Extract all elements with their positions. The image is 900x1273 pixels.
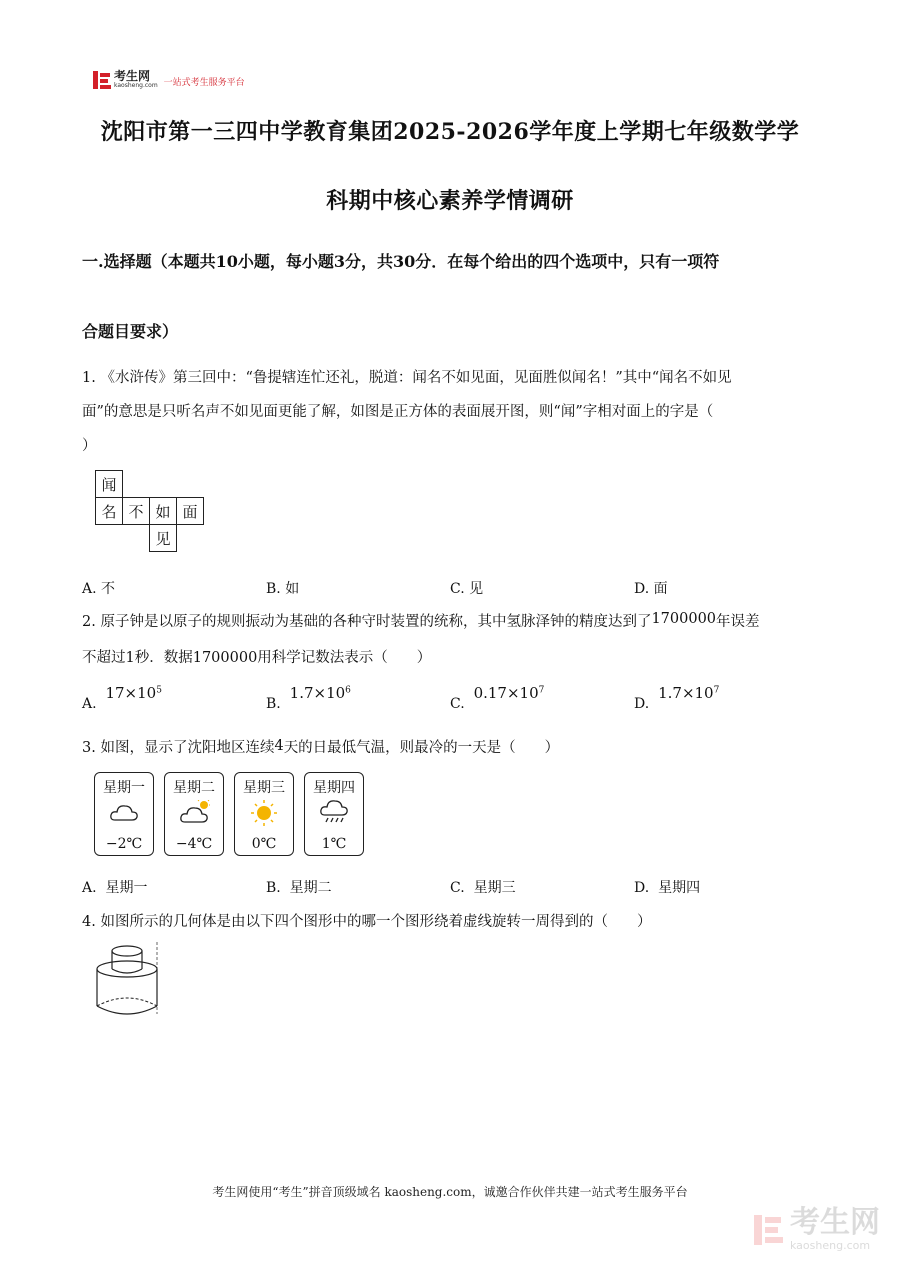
weather-temp: 1℃ — [321, 836, 347, 852]
q1-option-a[interactable]: A. 不 — [82, 581, 116, 597]
net-cell: 名 — [96, 498, 123, 525]
kaosheng-watermark-icon — [754, 1215, 784, 1245]
page-title-line2: 科期中核心素养学情调研 — [326, 188, 574, 214]
weather-day: 星期四 — [313, 780, 355, 796]
solid-of-revolution-figure — [90, 940, 165, 1016]
page-title-line1: 沈阳市第一三四中学教育集团2025-2026学年度上学期七年级数学学 — [100, 119, 800, 145]
cube-net-figure — [95, 470, 204, 552]
q1-option-b[interactable]: B. 如 — [266, 581, 300, 597]
weather-day: 星期二 — [173, 780, 215, 796]
section-heading-line1: 一.选择题（本题共10小题，每小题3分，共30分．在每个给出的四个选项中，只有一项符 — [82, 252, 720, 271]
kaosheng-watermark — [754, 1207, 880, 1252]
watermark-name: 考生网 — [790, 1205, 880, 1240]
q3-option-d[interactable]: D. 星期四 — [634, 880, 701, 896]
logo-name: 考生网 — [114, 69, 151, 83]
section-heading-line2: 合题目要求） — [82, 322, 179, 341]
weather-day: 星期一 — [103, 780, 145, 796]
q2-option-b[interactable]: B. $1.7\times 10^6$ — [266, 684, 351, 712]
q2-option-c[interactable]: C. $0.17\times 10^7$ — [450, 684, 545, 712]
q1-option-d[interactable]: D. 面 — [634, 581, 668, 597]
weather-day: 星期三 — [243, 780, 285, 796]
q3-stem: 3. 如图，显示了沈阳地区连续4天的日最低气温，则最冷的一天是（ ） — [82, 738, 560, 756]
weather-card-thursday — [304, 772, 364, 856]
q3-option-a[interactable]: A. 星期一 — [82, 880, 148, 896]
q3-option-b[interactable]: B. 星期二 — [266, 880, 332, 896]
q1-option-c[interactable]: C. 见 — [450, 581, 484, 597]
q2-option-d[interactable]: D. $1.7\times 10^7$ — [634, 684, 720, 712]
q2-option-a[interactable]: A. $17\times 10^5$ — [82, 684, 162, 712]
logo-slogan: 一站式考生服务平台 — [163, 78, 245, 88]
weather-temp: 0℃ — [251, 836, 277, 852]
net-cell: 不 — [123, 498, 150, 525]
sun-icon — [248, 800, 280, 826]
weather-temp: −4℃ — [175, 836, 213, 852]
q1-stem-line3: ） — [82, 438, 97, 454]
weather-temp: −2℃ — [105, 836, 143, 852]
q1-stem-line1: 1. 《水浒传》第三回中：“鲁提辖连忙还礼，脱道：闻名不如见面，见面胜似闻名！”其中“闻名不如见 — [82, 370, 732, 386]
net-cell: 面 — [177, 498, 204, 525]
cloud-icon — [108, 800, 140, 826]
kaosheng-logo-icon — [93, 71, 111, 89]
net-cell: 见 — [150, 525, 177, 552]
weather-card-wednesday — [234, 772, 294, 856]
partly-sunny-icon — [178, 800, 210, 826]
kaosheng-logo[interactable] — [93, 70, 245, 89]
weather-card-tuesday — [164, 772, 224, 856]
logo-domain: kaosheng.com — [114, 82, 158, 89]
footer-text: 考生网使用“考生”拼音顶级域名 kaosheng.com，诚邀合作伙伴共建一站式考生服务平台 — [212, 1185, 688, 1199]
q3-option-c[interactable]: C. 星期三 — [450, 880, 516, 896]
net-cell: 闻 — [96, 471, 123, 498]
q2-stem-line2: 不超过1秒．数据1700000用科学记数法表示（ ） — [82, 650, 432, 666]
q1-stem-line2: 面”的意思是只听名声不如见面更能了解，如图是正方体的表面展开图，则“闻”字相对面上的字是（ — [82, 404, 714, 420]
watermark-domain: kaosheng.com — [790, 1239, 871, 1252]
rain-cloud-icon — [318, 800, 350, 826]
weather-card-monday — [94, 772, 154, 856]
q4-stem: 4. 如图所示的几何体是由以下四个图形中的哪一个图形绕着虚线旋转一周得到的（ ） — [82, 914, 652, 930]
q2-stem-line1: 2. 原子钟是以原子的规则振动为基础的各种守时装置的统称，其中氢脉泽钟的精度达到了1700000年误差 — [82, 611, 760, 630]
net-cell: 如 — [150, 498, 177, 525]
